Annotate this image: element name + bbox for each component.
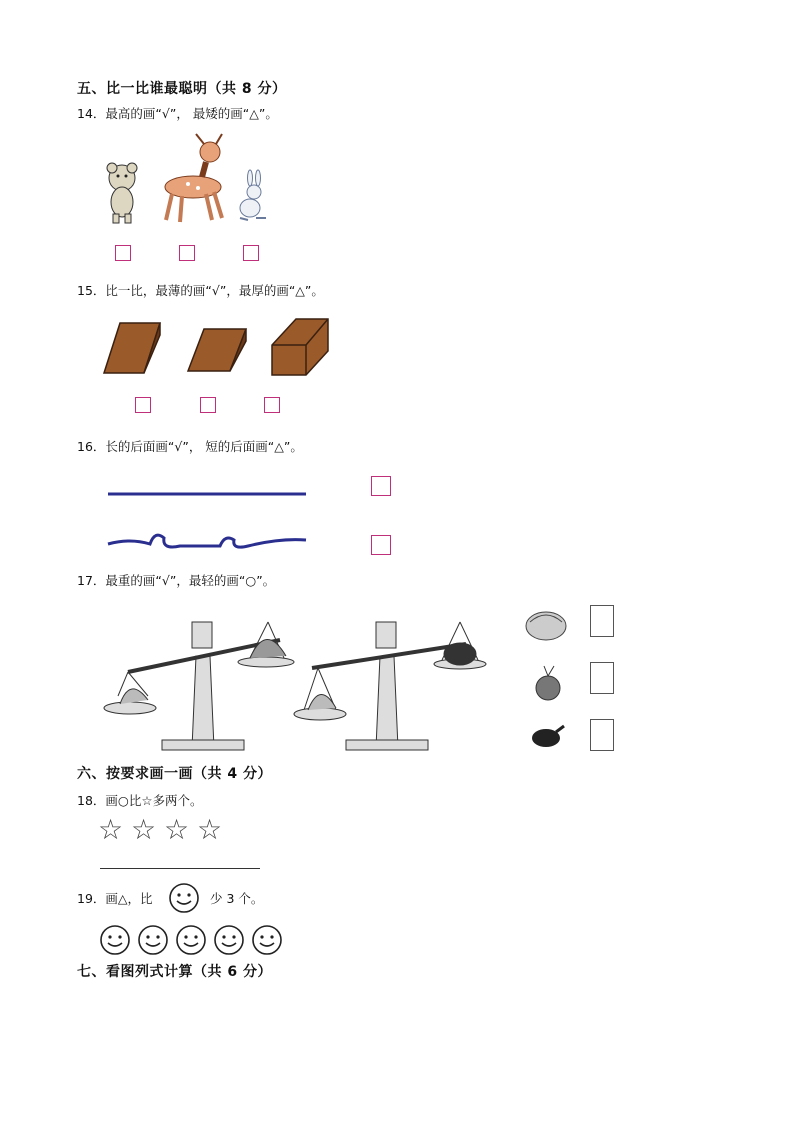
star-icon: ☆ xyxy=(197,813,223,846)
section7-title: 七、看图列式计算（共 6 分） xyxy=(77,964,272,980)
eggplant-icon xyxy=(532,726,564,747)
checkbox-eggplant[interactable] xyxy=(590,719,614,751)
star-icon: ☆ xyxy=(164,813,190,846)
star-icon: ☆ xyxy=(98,813,124,846)
checkbox-radish[interactable] xyxy=(590,662,614,694)
smiley-icon xyxy=(101,926,129,954)
section6-title: 六、按要求画一画（共 4 分） xyxy=(77,766,272,782)
question-19-suffix: 少 3 个。 xyxy=(210,891,264,906)
checkbox-deer[interactable] xyxy=(179,245,195,261)
smiley-icon xyxy=(168,882,200,914)
animals-illustration xyxy=(98,132,278,232)
thin-brick-icon xyxy=(104,323,160,373)
question-16: 16．长的后面画“√”， 短的后面画“△”。 xyxy=(77,439,303,454)
thick-brick-icon xyxy=(272,319,328,375)
scale-left-icon xyxy=(104,622,294,750)
lines-illustration xyxy=(100,480,315,560)
medium-brick-icon xyxy=(188,329,246,371)
checkbox-rabbit[interactable] xyxy=(243,245,259,261)
question-17: 17．最重的画“√”，最轻的画“○”。 xyxy=(77,573,276,588)
checkbox-bear[interactable] xyxy=(115,245,131,261)
answer-line[interactable] xyxy=(100,868,260,869)
bear-icon xyxy=(107,163,137,223)
bricks-illustration xyxy=(100,315,335,380)
checkbox-curly-line[interactable] xyxy=(371,535,391,555)
curly-line xyxy=(108,535,306,547)
smiley-icon xyxy=(215,926,243,954)
checkbox-thin-brick[interactable] xyxy=(135,397,151,413)
rabbit-icon xyxy=(240,170,266,220)
smiley-icon xyxy=(177,926,205,954)
question-18: 18．画○比☆多两个。 xyxy=(77,793,203,808)
deer-icon xyxy=(165,134,222,222)
question-19-prefix: 19．画△，比 xyxy=(77,891,153,906)
scale-right-icon xyxy=(294,622,486,750)
smiley-icon xyxy=(139,926,167,954)
question-14: 14．最高的画“√”， 最矮的画“△”。 xyxy=(77,106,278,121)
vegetables-column xyxy=(520,600,580,760)
smiley-row xyxy=(99,924,289,956)
radish-icon xyxy=(536,666,560,700)
smiley-icon xyxy=(253,926,281,954)
section5-title: 五、比一比谁最聪明（共 8 分） xyxy=(77,81,287,97)
checkbox-medium-brick[interactable] xyxy=(200,397,216,413)
checkbox-thick-brick[interactable] xyxy=(264,397,280,413)
cabbage-icon xyxy=(526,612,566,640)
scales-illustration xyxy=(100,600,500,760)
checkbox-straight-line[interactable] xyxy=(371,476,391,496)
star-icon: ☆ xyxy=(131,813,157,846)
checkbox-cabbage[interactable] xyxy=(590,605,614,637)
question-15: 15．比一比，最薄的画“√”，最厚的画“△”。 xyxy=(77,283,324,298)
